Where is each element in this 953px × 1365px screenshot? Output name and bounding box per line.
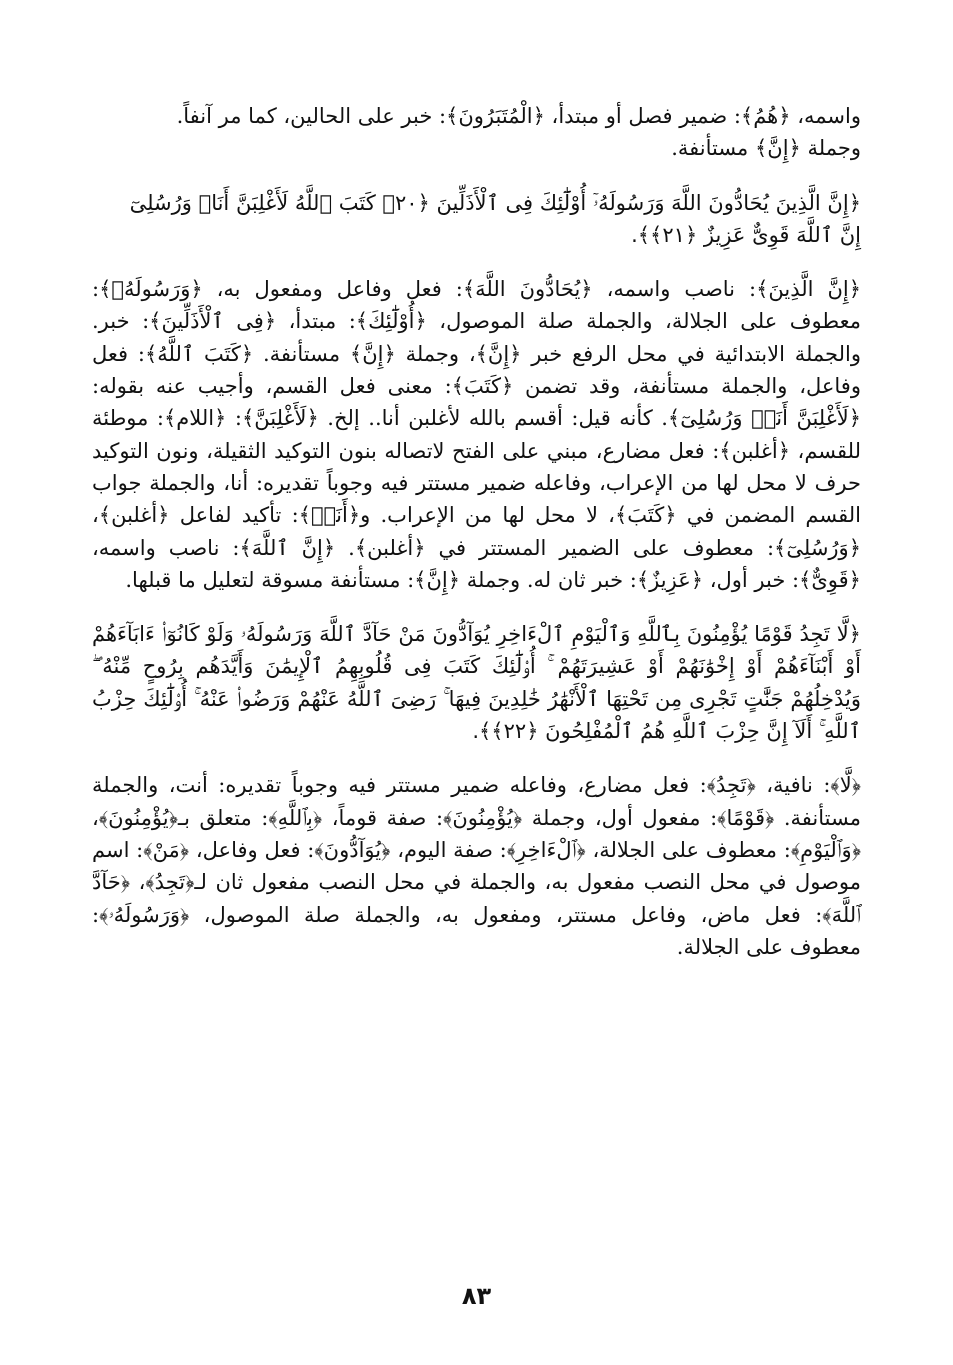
quran-verse-block: ﴿إِنَّ الَّذِينَ يُحَادُّونَ اللَّهَ وَرَسُولَهُۥٓ أُوْلَٰٓئِكَ فِى ٱلْأَذَلِّينَ ﴿٢٠﴾ كَتَبَ ٱللَّهُ لَأَغْلِبَنَّ أَنَا۠ وَرُسُلِىٓ إِنَّ ٱللَّهَ قَوِىٌّ عَزِيزٌ ﴿٢١﴾﴾. <box>129 190 861 247</box>
commentary-paragraph: واسمه، ﴿هُمُ﴾: ضمير فصل أو مبتدأ، ﴿الْمُتَبَرُونَ﴾: خبر على الحالين، كما مر آنفاً. وجملة ﴿إِنَّ﴾ مستأنفة. <box>176 104 861 161</box>
commentary-paragraph: ﴿إِنَّ الَّذِينَ﴾: ناصب واسمه، ﴿يُحَادُّونَ اللَّهَ﴾: فعل وفاعل ومفعول به، ﴿وَرَسُولَهُۥ﴾: معطوف على الجلالة، والجملة صلة الموصول، ﴿أُوْلَٰٓئِكَ﴾: مبتدأ، ﴿فِى ٱلْأَذَلِّينَ﴾: خبر. والجملة الابتدائية في محل الرفع خبر ﴿إِنَّ﴾، وجملة ﴿إِنَّ﴾ مستأنفة. ﴿كَتَبَ ٱللَّهُ﴾: فعل وفاعل، والجملة مستأنفة، وقد تضمن ﴿كَتَبَ﴾: معنى فعل القسم، وأجيب عنه بقوله: ﴿لَأَغْلِبَنَّ أَنَا۠ وَرُسُلِىٓ﴾. كأنه قيل: أقسم بالله لأغلبن أنا.. إلخ. ﴿لَأَغْلِبَنَّ﴾: ﴿اللام﴾: موطئة للقسم، ﴿أغلبن﴾: فعل مضارع، مبني على الفتح لاتصاله بنون التوكيد الثقيلة، ونون التوكيد حرف لا محل لها من الإعراب، وفاعله ضمير مستتر فيه وجوباً تقديره: أنا، والجملة جواب القسم المضمن في ﴿كَتَبَ﴾، لا محل لها من الإعراب. و﴿أَنَا۠﴾: تأكيد لفاعل ﴿أغلبن﴾، ﴿وَرُسُلِىٓ﴾: معطوف على الضمير المستتر في ﴿أغلبن﴾. ﴿إِنَّ ٱللَّهَ﴾: ناصب واسمه، ﴿قَوِىٌّ﴾: خبر أول، ﴿عَزِيزٌ﴾: خبر ثان له. وجملة ﴿إِنَّ﴾: مستأنفة مسوقة لتعليل ما قبلها. <box>92 277 862 592</box>
commentary-paragraph: ﴿لَّا﴾: نافية، ﴿تَجِدُ﴾: فعل مضارع، وفاعله ضمير مستتر فيه وجوباً تقديره: أنت، والجملة مستأنفة. ﴿قَوْمًا﴾: مفعول أول، وجملة ﴿يُؤْمِنُونَ﴾: صفة قوماً، ﴿بِٱللَّهِ﴾: متعلق بـ﴿يُؤْمِنُونَ﴾، ﴿وَٱلْيَوْمِ﴾: معطوف على الجلالة، ﴿ٱلْءَاخِرِ﴾: صفة اليوم، ﴿يُوَآدُّونَ﴾: فعل وفاعل، ﴿مَنْ﴾: اسم موصول في محل النصب مفعول به، والجملة في محل النصب مفعول ثان لـ﴿تَجِدُ﴾، ﴿حَآدَّ ٱللَّهَ﴾: فعل ماض، وفاعل مستتر، ومفعول به، والجملة صلة الموصول، ﴿وَرَسُولَهُۥ﴾: معطوف على الجلالة. <box>92 773 861 959</box>
page-number: ٨٣ <box>461 1282 492 1310</box>
quran-verse-block: ﴿لَّا تَجِدُ قَوْمًا يُؤْمِنُونَ بِٱللَّهِ وَٱلْيَوْمِ ٱلْءَاخِرِ يُوَآدُّونَ مَنْ حَآدَّ ٱللَّهَ وَرَسُولَهُۥ وَلَوْ كَانُوٓا۟ ءَابَآءَهُمْ أَوْ أَبْنَآءَهُمْ أَوْ إِخْوَٰنَهُمْ أَوْ عَشِيرَتَهُمْ ۚ أُو۟لَٰٓئِكَ كَتَبَ فِى قُلُوبِهِمُ ٱلْإِيمَٰنَ وَأَيَّدَهُم بِرُوحٍ مِّنْهُ ۖ وَيُدْخِلُهُمْ جَنَّٰتٍ تَجْرِى مِن تَحْتِهَا ٱلْأَنْهَٰرُ خَٰلِدِينَ فِيهَا ۚ رَضِىَ ٱللَّهُ عَنْهُمْ وَرَضُوا۟ عَنْهُ ۚ أُو۟لَٰٓئِكَ حِزْبُ ٱللَّهِ ۚ أَلَآ إِنَّ حِزْبَ ٱللَّهِ هُمُ ٱلْمُفْلِحُونَ ﴿٢٢﴾﴾. <box>92 622 861 744</box>
